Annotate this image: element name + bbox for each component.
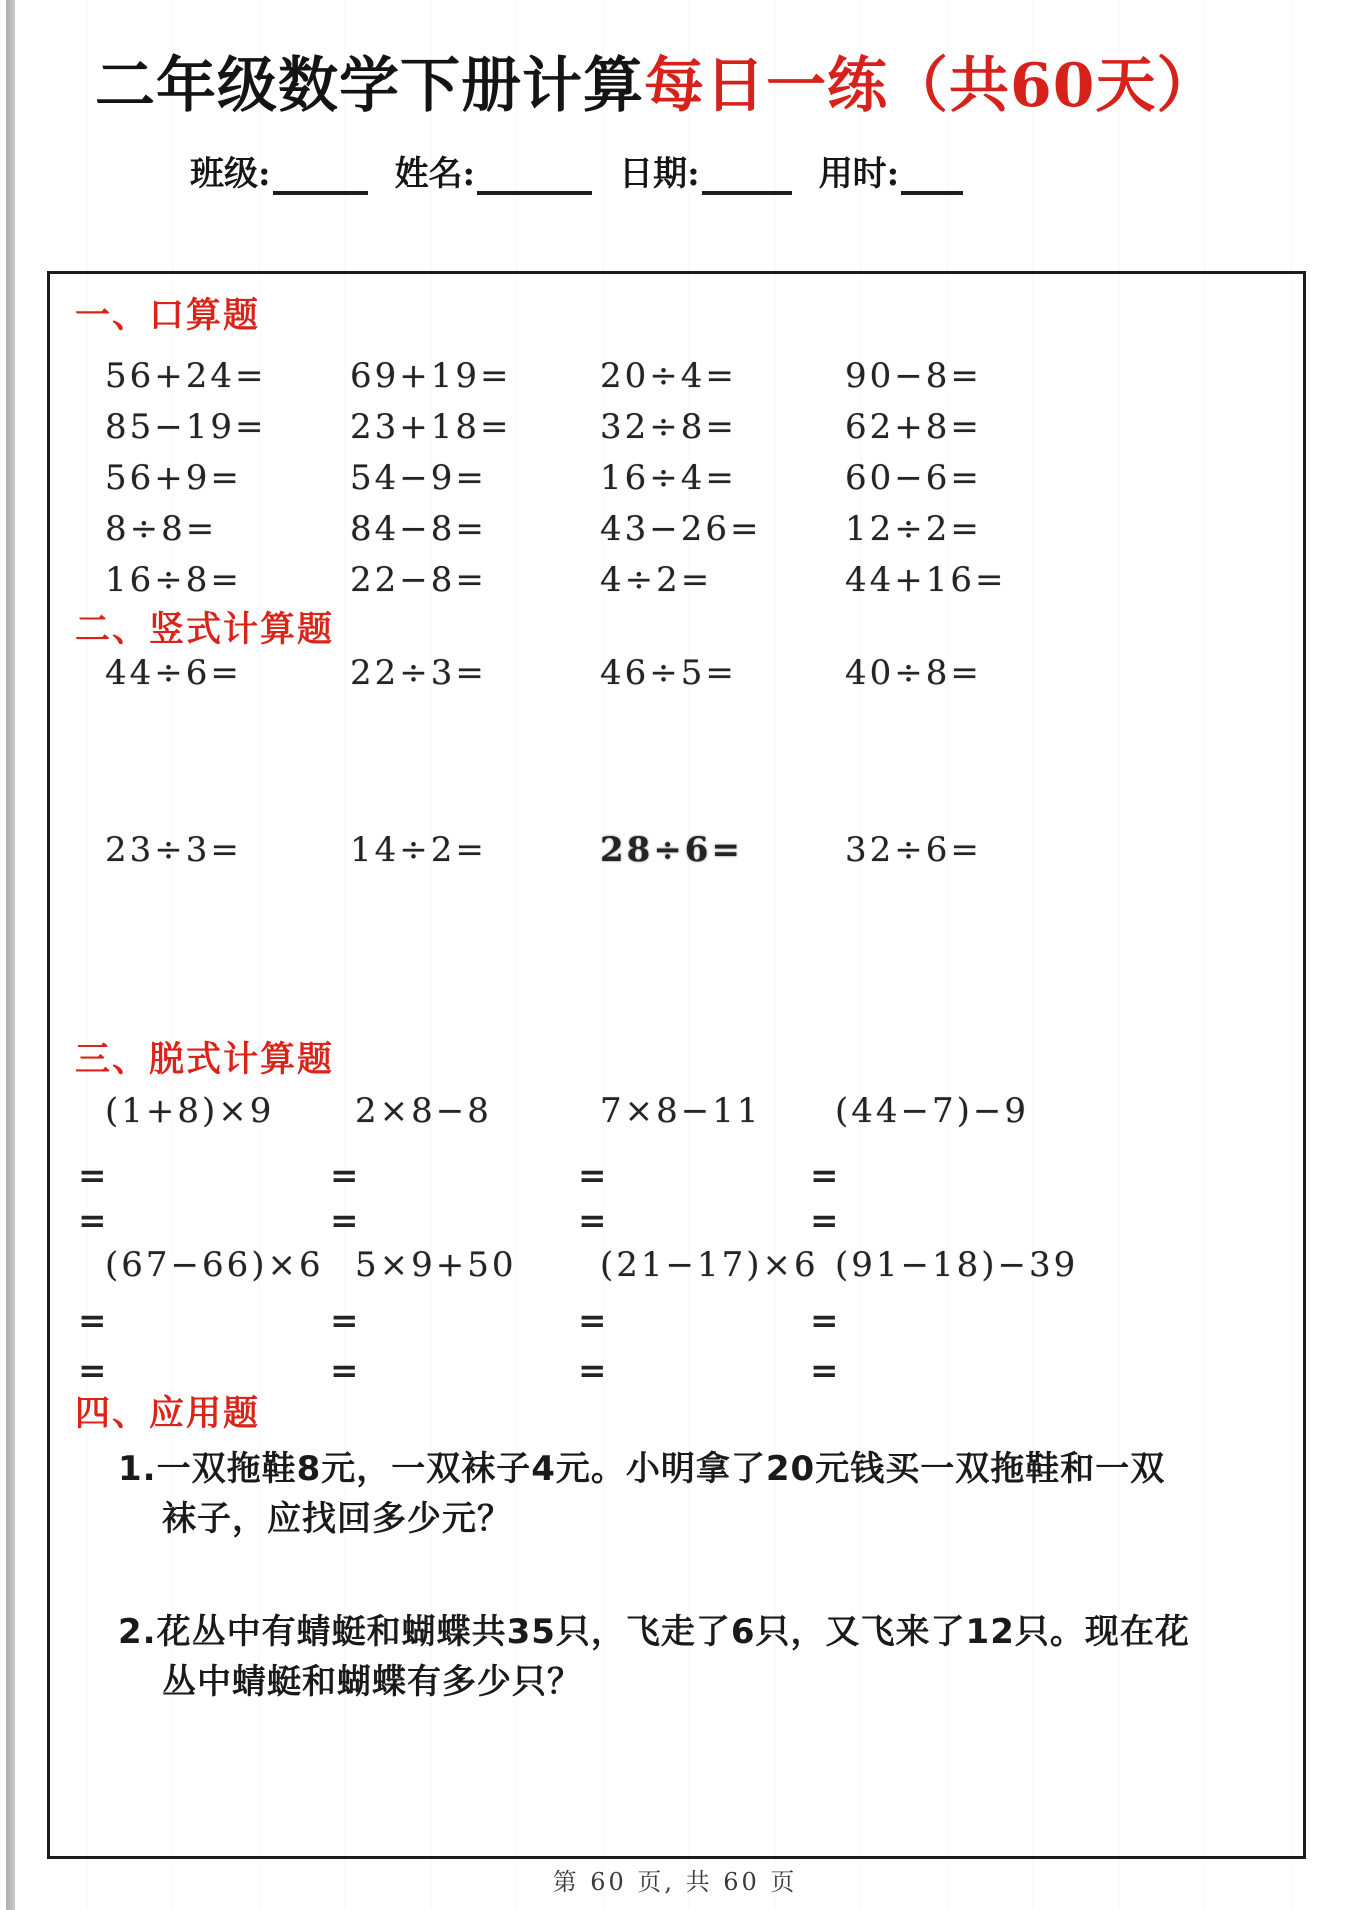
stepwise-problem: 2×8−8 xyxy=(355,1091,492,1131)
info-label-class: 班级: xyxy=(190,154,271,194)
equals-sign: = xyxy=(78,1201,107,1241)
equals-sign: = xyxy=(810,1201,839,1241)
problem-box xyxy=(47,271,1306,1859)
oral-problem: 12÷2= xyxy=(845,508,982,549)
word-problem-line: 袜子，应找回多少元？ xyxy=(162,1499,512,1539)
word-problem-line xyxy=(118,1444,1303,1494)
stepwise-problem: (21−17)×6 xyxy=(600,1245,819,1285)
stepwise-problem-row xyxy=(105,1090,1303,1132)
stepwise-problem: (91−18)−39 xyxy=(835,1245,1079,1285)
word-problem-text: 一双拖鞋8元，一双袜子4元。小明拿了20元钱买一双拖鞋和一双 xyxy=(156,1449,1166,1489)
oral-problem: 16÷4= xyxy=(600,457,737,498)
equals-sign: = xyxy=(810,1351,839,1391)
oral-problem: 4÷2= xyxy=(600,559,713,600)
oral-problem: 62+8= xyxy=(845,406,982,447)
oral-problem: 69+19= xyxy=(350,355,512,396)
section-heading-vertical: 二、竖式计算题 xyxy=(75,609,335,650)
equals-sign: = xyxy=(330,1201,359,1241)
student-info-line xyxy=(0,146,1350,195)
equals-line-row xyxy=(78,1351,1303,1391)
scan-edge-artifact xyxy=(6,0,15,1910)
oral-problem: 23+18= xyxy=(350,406,512,447)
equals-sign: = xyxy=(578,1351,607,1391)
word-problem-line: 丛中蜻蜓和蝴蝶有多少只？ xyxy=(162,1662,582,1702)
info-item-date xyxy=(619,146,792,195)
oral-problem: 85−19= xyxy=(105,406,267,447)
equals-line-row xyxy=(78,1201,1303,1241)
info-label-name: 姓名: xyxy=(394,154,476,194)
oral-problem: 44+16= xyxy=(845,559,1007,600)
word-problem-line xyxy=(118,1607,1303,1657)
oral-problem: 90−8= xyxy=(845,355,982,396)
info-item-name xyxy=(395,146,593,195)
equals-sign: = xyxy=(330,1351,359,1391)
info-blank-class xyxy=(273,155,368,195)
word-problem-2 xyxy=(118,1607,1303,1707)
oral-problem: 16÷8= xyxy=(105,559,242,600)
info-label-time: 用时: xyxy=(818,154,900,194)
stepwise-problem: 5×9+50 xyxy=(355,1245,517,1285)
vertical-problem: 44÷6= xyxy=(105,653,242,693)
word-problem-number: 2. xyxy=(118,1612,157,1652)
vertical-problem-row xyxy=(105,830,1303,870)
vertical-problem: 28÷6= xyxy=(600,830,743,870)
info-blank-name xyxy=(477,155,592,195)
oral-problem: 32÷8= xyxy=(600,406,737,447)
vertical-problem: 14÷2= xyxy=(350,830,487,870)
vertical-problem-row xyxy=(105,653,1303,693)
stepwise-problem: (44−7)−9 xyxy=(835,1091,1030,1131)
stepwise-problem-row xyxy=(105,1244,1303,1286)
section-heading-word: 四、应用题 xyxy=(75,1393,261,1434)
equals-sign: = xyxy=(578,1201,607,1241)
page-footer: 第 60 页, 共 60 页 xyxy=(552,1868,798,1896)
equals-sign: = xyxy=(78,1301,107,1341)
vertical-problem: 23÷3= xyxy=(105,830,242,870)
stepwise-problem: 7×8−11 xyxy=(600,1091,762,1131)
stepwise-problem: (67−66)×6 xyxy=(105,1245,324,1285)
oral-problem: 56+24= xyxy=(105,355,267,396)
oral-problem-grid xyxy=(105,350,1303,605)
page-title xyxy=(0,38,1350,124)
title-red-part: 每日一练（共60天） xyxy=(644,51,1218,121)
equals-sign: = xyxy=(330,1301,359,1341)
stepwise-problem: (1+8)×9 xyxy=(105,1091,275,1131)
word-problem-1 xyxy=(118,1444,1303,1544)
equals-line-row xyxy=(78,1301,1303,1341)
oral-problem: 20÷4= xyxy=(600,355,737,396)
equals-line-row xyxy=(78,1156,1303,1196)
equals-sign: = xyxy=(330,1156,359,1196)
oral-problem: 8÷8= xyxy=(105,508,218,549)
equals-sign: = xyxy=(78,1351,107,1391)
word-problem-number: 1. xyxy=(118,1449,157,1489)
title-black-part: 二年级数学下册计算 xyxy=(95,51,644,121)
vertical-problem: 22÷3= xyxy=(350,653,487,693)
word-problem-text: 花丛中有蜻蜓和蝴蝶共35只，飞走了6只，又飞来了12只。现在花 xyxy=(156,1612,1190,1652)
vertical-problem: 46÷5= xyxy=(600,653,737,693)
info-item-time xyxy=(819,146,964,195)
equals-sign: = xyxy=(810,1156,839,1196)
info-blank-time xyxy=(901,155,963,195)
equals-sign: = xyxy=(78,1156,107,1196)
section-heading-oral: 一、口算题 xyxy=(75,295,261,336)
equals-sign: = xyxy=(810,1301,839,1341)
info-blank-date xyxy=(702,155,792,195)
info-label-date: 日期: xyxy=(619,154,700,194)
section-heading-stepwise: 三、脱式计算题 xyxy=(75,1039,335,1080)
vertical-problem: 40÷8= xyxy=(845,653,982,693)
oral-problem: 60−6= xyxy=(845,457,982,498)
equals-sign: = xyxy=(578,1156,607,1196)
equals-sign: = xyxy=(578,1301,607,1341)
oral-problem: 84−8= xyxy=(350,508,487,549)
info-item-class xyxy=(190,146,368,195)
oral-problem: 43−26= xyxy=(600,508,762,549)
oral-problem: 22−8= xyxy=(350,559,487,600)
vertical-problem: 32÷6= xyxy=(845,830,982,870)
oral-problem: 54−9= xyxy=(350,457,487,498)
oral-problem: 56+9= xyxy=(105,457,242,498)
